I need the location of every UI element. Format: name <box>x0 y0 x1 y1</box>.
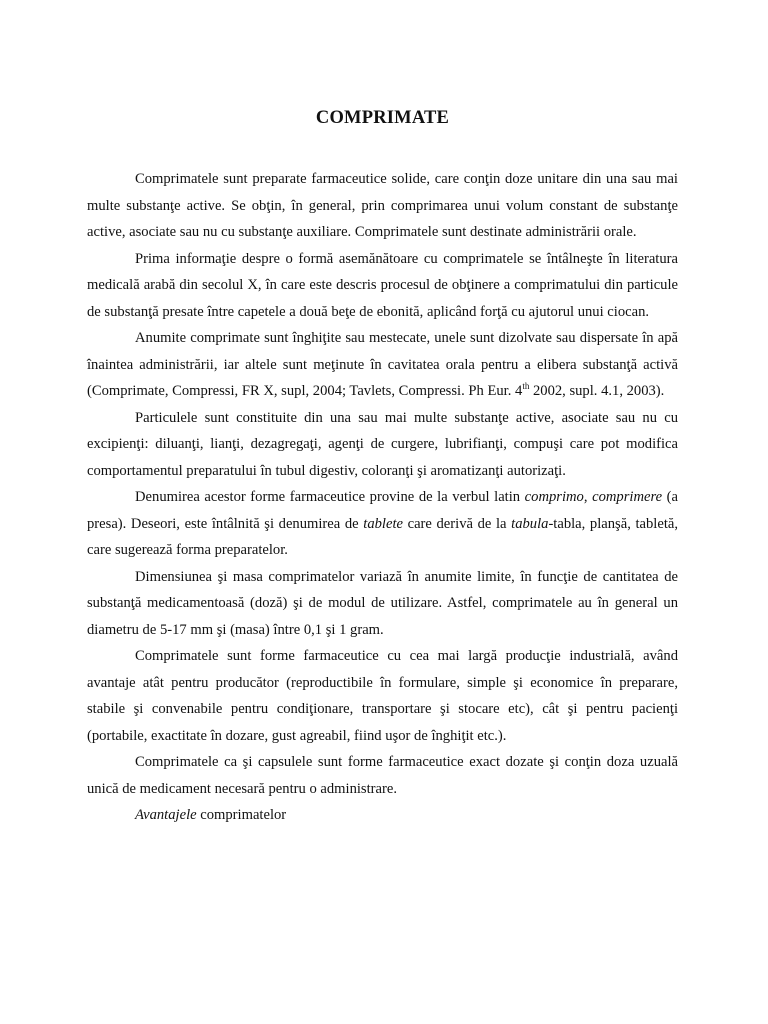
etymology-text-2: (a presa). Deseori, este întâlnită şi denumirea de <box>87 489 678 532</box>
paragraph-dosage: Comprimatele ca şi capsulele sunt forme farmaceutice exact dozate şi conţin doza uzuală unică de medicament necesară pentru o administrare. <box>87 754 678 797</box>
latin-term-comprimo: comprimo <box>524 489 584 505</box>
latin-term-tabula: tabula <box>511 515 549 532</box>
paragraph-production: Comprimatele sunt forme farmaceutice cu cea mai largă producţie industrială, având avantaje atât pentru producător (reproductibile în formulare, simple şi economice în preparare, stabile şi convenabile pentru condiţionare, transportare şi stocare etc), cât şi pentru pacienţi (portabile, exactitate în dozare, gust agreabil, fiind uşor de înghiţit etc.). <box>87 648 678 744</box>
etymology-separator: , <box>583 489 593 505</box>
document-title: COMPRIMATE <box>315 108 450 128</box>
paragraph-dimensions: Dimensiunea şi masa comprimatelor variază în anumite limite, în funcţie de cantitatea de substanţă medicamentoasă (doză) şi de modul de utilizare. Astfel, comprimatele au în general un diametru de 5-17 mm şi (masa) între 0,1 şi 1 gram. <box>87 568 678 638</box>
paragraph-administration-tail: 2002, supl. 4.1, 2003). <box>529 383 665 399</box>
paragraph-administration-text: Anumite comprimate sunt înghiţite sau mestecate, unele sunt dizolvate sau dispersate în apă înaintea administrării, iar altele sunt meţinute în cavitatea orala pentru a elibera substanţă activă (Comprimate, Compressi, FR X, supl, 2004; Tavlets, Compressi. Ph Eur. 4 <box>87 330 678 399</box>
etymology-text-4: -tabla, planşă, tabletă, care sugerează forma preparatelor. <box>87 515 679 558</box>
paragraph-administration <box>87 325 678 405</box>
paragraph-definition: Comprimatele sunt preparate farmaceutice solide, care conţin doze unitare din una sau mai multe substanţe active. Se obţin, în general, prin comprimarea unui volum constant de substanţe active, asociate sau nu cu substanţe auxiliare. Comprimatele sunt destinate administrării orale. <box>87 171 678 240</box>
paragraph-etymology <box>87 484 678 564</box>
latin-term-comprimere: comprimere <box>592 489 663 505</box>
paragraph-advantages-heading <box>87 802 678 829</box>
advantages-label-rest: comprimatelor <box>196 807 287 823</box>
etymology-text-3: care derivă de la <box>402 515 512 532</box>
edition-superscript: th <box>522 381 530 391</box>
advantages-label: Avantajele <box>135 807 197 823</box>
etymology-text: Denumirea acestor forme farmaceutice provine de la verbul latin <box>135 489 525 505</box>
document-page <box>87 108 678 829</box>
paragraph-composition: Particulele sunt constituite din una sau mai multe substanţe active, asociate sau nu cu excipienţi: diluanţi, lianţi, dezagregaţi, agenţi de curgere, lubrifianţi, compuşi care pot modifica comportamentul preparatului în tubul digestiv, coloranţi şi aromatizanţi autorizaţi. <box>87 409 678 479</box>
term-tablete: tablete <box>363 515 403 532</box>
paragraph-history: Prima informaţie despre o formă asemănătoare cu comprimatele se întâlneşte în literatura medicală arabă din secolul X, în care este descris procesul de obţinere a comprimatului din particule de substanţă presate între capetele a două beţe de ebonită, aplicând forţă cu ajutorul unui ciocan. <box>87 250 678 320</box>
